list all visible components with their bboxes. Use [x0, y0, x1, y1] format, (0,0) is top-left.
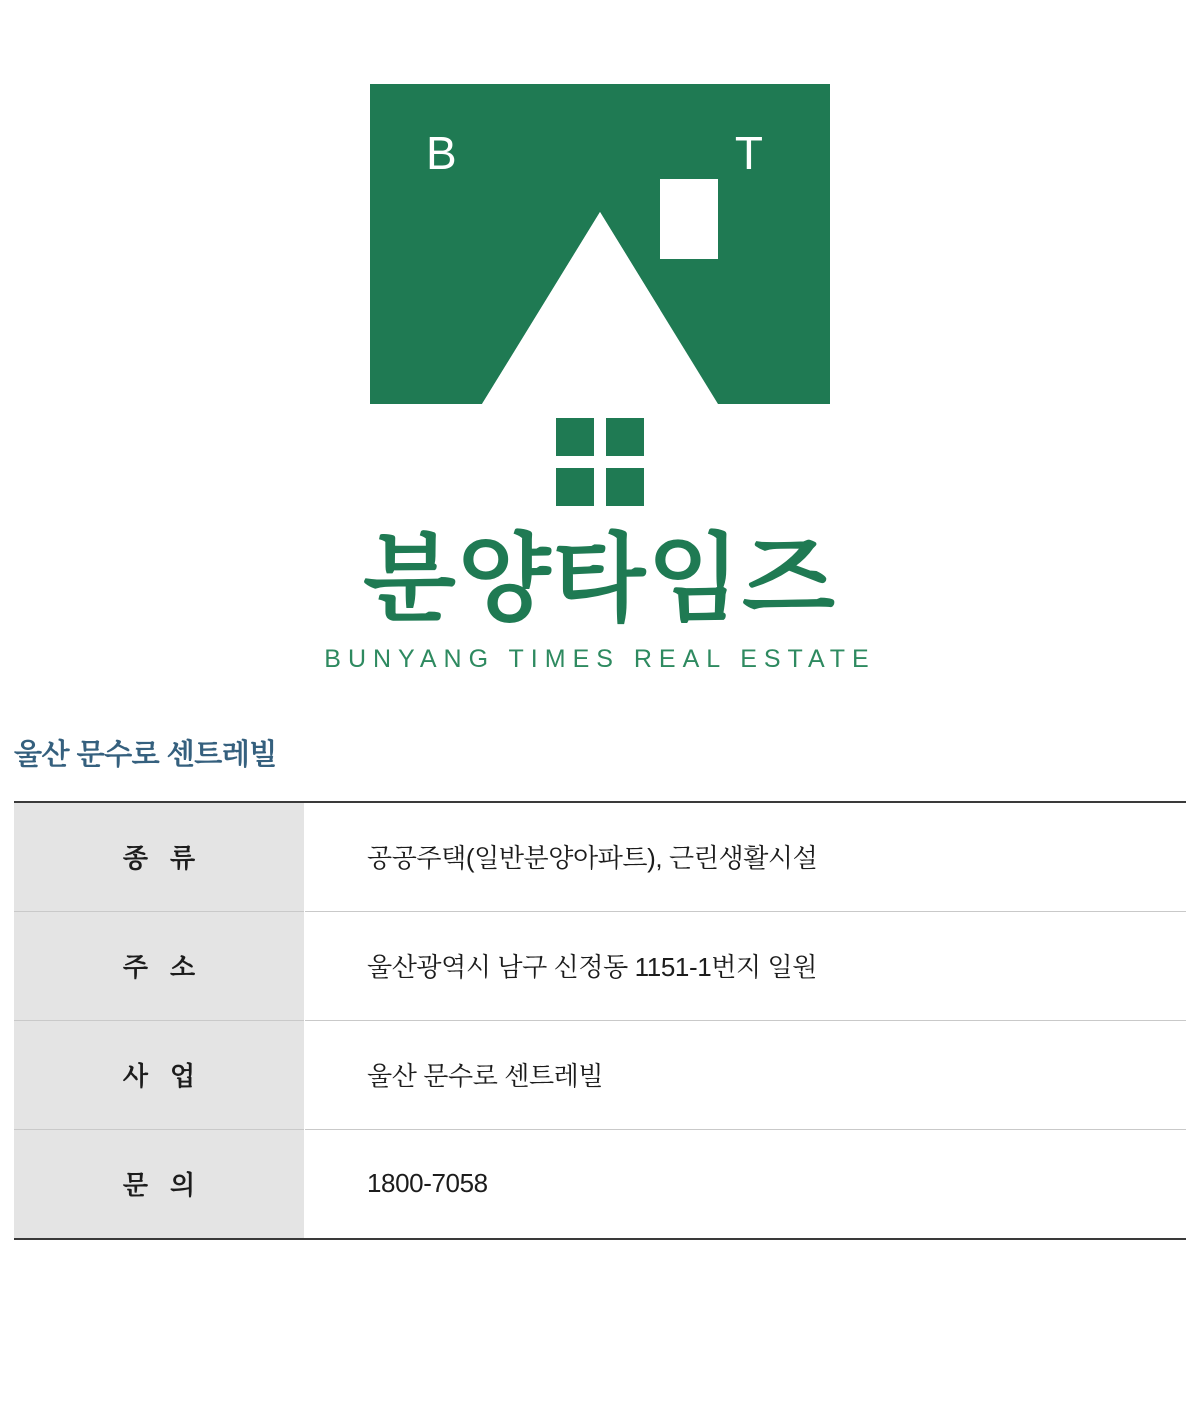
brand-name-korean: 분양타임즈 — [363, 526, 837, 633]
table-row — [14, 911, 1186, 1020]
row-value-type: 공공주택(일반분양아파트), 근린생활시설 — [367, 843, 818, 874]
table-row — [14, 802, 1186, 912]
table-row — [14, 1020, 1186, 1129]
logo-letter-b: B — [426, 127, 458, 179]
row-value-contact[interactable]: 1800-7058 — [367, 1168, 488, 1199]
row-value-business: 울산 문수로 센트레빌 — [367, 1061, 604, 1092]
house-logo-icon — [370, 84, 830, 404]
window-square-3 — [556, 468, 594, 506]
row-value-address: 울산광역시 남구 신정동 1151-1번지 일원 — [367, 952, 817, 983]
logo-letter-t: T — [734, 127, 764, 179]
window-square-4 — [606, 468, 644, 506]
window-squares-icon — [556, 418, 644, 506]
row-label-type: 종류 — [14, 802, 305, 912]
row-label-address: 주소 — [14, 911, 305, 1020]
row-label-business: 사업 — [14, 1020, 305, 1129]
page-title: 울산 문수로 센트레빌 — [14, 738, 277, 771]
row-label-contact: 문의 — [14, 1129, 305, 1239]
logo-block — [0, 0, 1200, 674]
brand-name-english: BUNYANG TIMES REAL ESTATE — [324, 644, 876, 673]
window-square-2 — [606, 418, 644, 456]
table-row — [14, 1129, 1186, 1239]
window-square-1 — [556, 418, 594, 456]
project-spec-table — [14, 801, 1186, 1240]
